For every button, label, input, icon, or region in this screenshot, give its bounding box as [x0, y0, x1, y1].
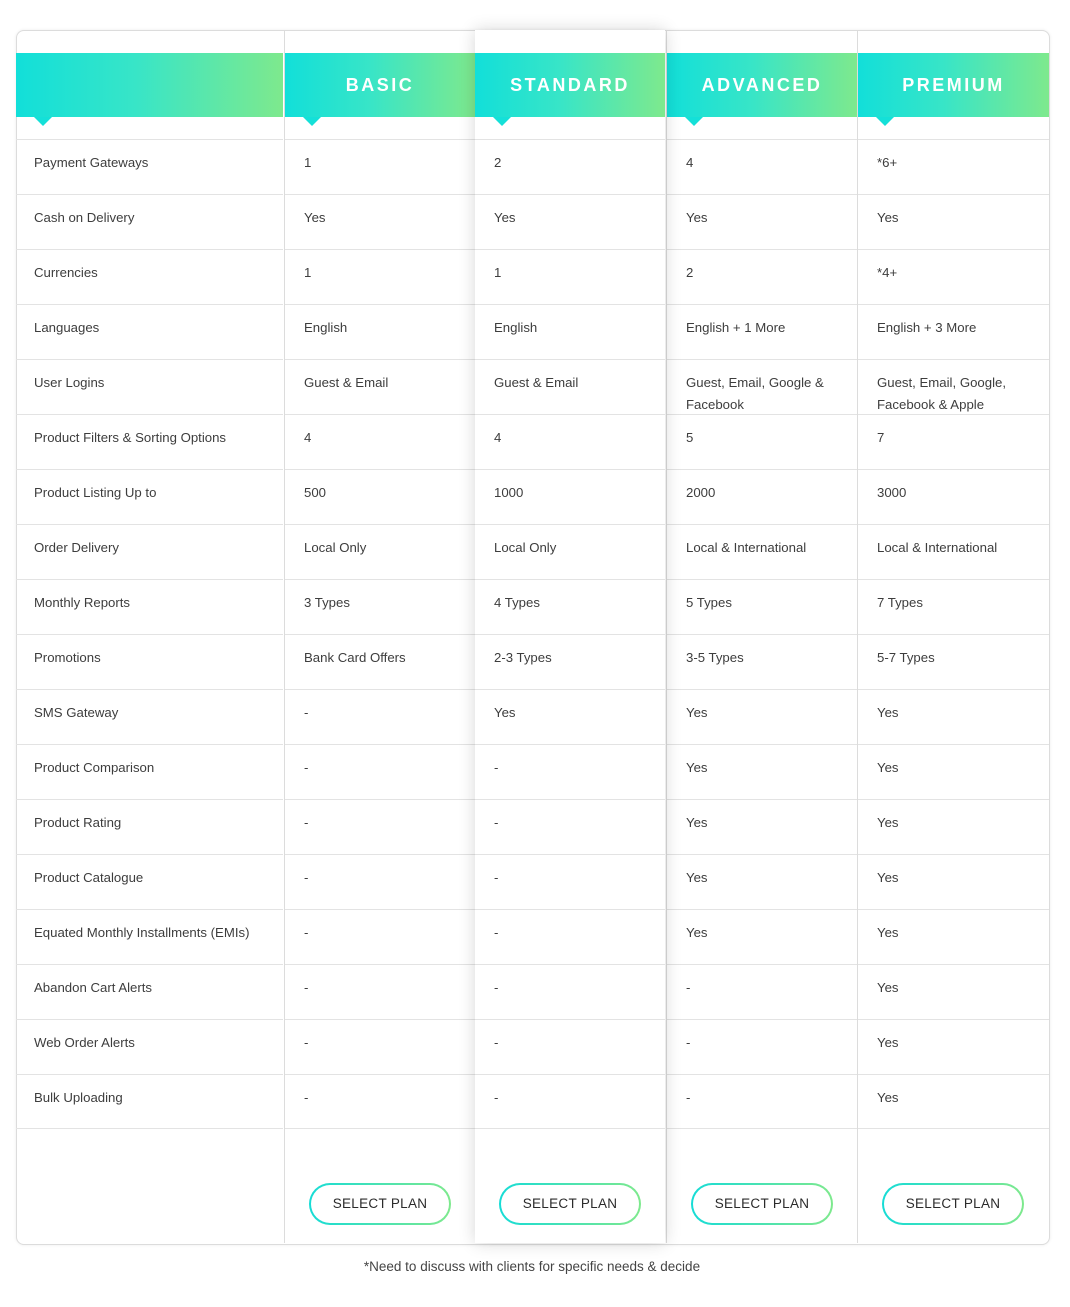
header-notch: [685, 117, 703, 126]
plan-value: Yes: [858, 689, 1049, 744]
plan-footer: [858, 1183, 1049, 1243]
plan-value: 1: [475, 249, 665, 304]
plan-value: Yes: [858, 194, 1049, 249]
plan-values-standard: [475, 139, 665, 1129]
plan-value: -: [285, 744, 475, 799]
plan-value: Local Only: [285, 524, 475, 579]
plan-value: -: [285, 964, 475, 1019]
header-notch: [493, 117, 511, 126]
plan-header-basic: [285, 53, 475, 117]
plan-value: -: [667, 1074, 857, 1129]
feature-label: Bulk Uploading: [16, 1074, 283, 1129]
plan-title: STANDARD: [510, 75, 630, 95]
feature-label: Currencies: [16, 249, 283, 304]
plan-value: 5-7 Types: [858, 634, 1049, 689]
plan-value: 3-5 Types: [667, 634, 857, 689]
feature-label-column: [16, 30, 283, 1243]
plan-value: 7: [858, 414, 1049, 469]
plan-header-advanced: [667, 53, 857, 117]
plan-value: -: [475, 1019, 665, 1074]
plan-value: -: [475, 964, 665, 1019]
feature-label: Product Catalogue: [16, 854, 283, 909]
feature-list: [16, 139, 283, 1129]
footnote: *Need to discuss with clients for specific needs & decide: [363, 1259, 701, 1274]
plan-value: Local Only: [475, 524, 665, 579]
plan-value: Guest, Email, Google, Facebook & Apple: [858, 359, 1049, 414]
plan-value: Yes: [667, 744, 857, 799]
feature-label: SMS Gateway: [16, 689, 283, 744]
feature-label: Web Order Alerts: [16, 1019, 283, 1074]
plan-value: Yes: [858, 1019, 1049, 1074]
feature-label: Product Comparison: [16, 744, 283, 799]
plan-value: -: [667, 964, 857, 1019]
plan-value: Yes: [667, 854, 857, 909]
label-header-band: [16, 53, 283, 117]
plan-value: Bank Card Offers: [285, 634, 475, 689]
plan-value: 2: [667, 249, 857, 304]
plan-value: 5: [667, 414, 857, 469]
feature-label: Payment Gateways: [16, 139, 283, 194]
plan-footer: [475, 1183, 665, 1243]
plan-value: English: [475, 304, 665, 359]
header-notch: [876, 117, 894, 126]
plan-value: Yes: [285, 194, 475, 249]
plan-value: 4: [667, 139, 857, 194]
feature-label: Product Listing Up to: [16, 469, 283, 524]
plan-value: Guest, Email, Google & Facebook: [667, 359, 857, 414]
plan-value: Yes: [858, 964, 1049, 1019]
plan-value: Yes: [667, 799, 857, 854]
plan-value: -: [475, 799, 665, 854]
plan-value: Yes: [858, 854, 1049, 909]
plan-footer: [667, 1183, 857, 1243]
plan-value: Yes: [858, 744, 1049, 799]
plan-value: 1: [285, 249, 475, 304]
plan-value: -: [285, 689, 475, 744]
plan-value: -: [285, 1074, 475, 1129]
plan-value: *6+: [858, 139, 1049, 194]
plan-value: 7 Types: [858, 579, 1049, 634]
plan-value: English: [285, 304, 475, 359]
select-plan-button-basic[interactable]: SELECT PLAN: [309, 1183, 451, 1225]
feature-label: Order Delivery: [16, 524, 283, 579]
plan-values-basic: [285, 139, 475, 1129]
feature-label: Monthly Reports: [16, 579, 283, 634]
plan-footer: [285, 1183, 475, 1243]
plan-value: -: [475, 1074, 665, 1129]
plan-value: Guest & Email: [475, 359, 665, 414]
plan-value: 5 Types: [667, 579, 857, 634]
plan-value: Yes: [858, 1074, 1049, 1129]
plan-value: 3000: [858, 469, 1049, 524]
plan-value: Yes: [475, 689, 665, 744]
plan-value: Yes: [667, 689, 857, 744]
plan-header-premium: [858, 53, 1049, 117]
plan-value: Local & International: [858, 524, 1049, 579]
plan-value: 2000: [667, 469, 857, 524]
header-notch: [303, 117, 321, 126]
plan-value: Yes: [475, 194, 665, 249]
plan-value: 1000: [475, 469, 665, 524]
plan-value: -: [285, 1019, 475, 1074]
select-plan-button-advanced[interactable]: SELECT PLAN: [691, 1183, 833, 1225]
plan-value: 3 Types: [285, 579, 475, 634]
plan-column-basic: [284, 30, 475, 1243]
feature-label: Product Filters & Sorting Options: [16, 414, 283, 469]
plan-value: English + 1 More: [667, 304, 857, 359]
plan-value: English + 3 More: [858, 304, 1049, 359]
plan-value: 500: [285, 469, 475, 524]
plan-value: -: [667, 1019, 857, 1074]
plan-value: -: [475, 744, 665, 799]
plan-value: 4: [285, 414, 475, 469]
plan-values-premium: [858, 139, 1049, 1129]
plan-title: BASIC: [345, 75, 415, 95]
plan-value: -: [285, 909, 475, 964]
plan-value: Local & International: [667, 524, 857, 579]
plan-value: 4 Types: [475, 579, 665, 634]
select-plan-button-premium[interactable]: SELECT PLAN: [882, 1183, 1024, 1225]
feature-label: Product Rating: [16, 799, 283, 854]
plan-value: -: [475, 909, 665, 964]
plan-value: -: [285, 799, 475, 854]
select-plan-button-standard[interactable]: SELECT PLAN: [499, 1183, 641, 1225]
plan-title: ADVANCED: [701, 75, 823, 95]
header-notch: [34, 117, 52, 126]
feature-label: User Logins: [16, 359, 283, 414]
plan-value: 2-3 Types: [475, 634, 665, 689]
plan-value: Yes: [858, 799, 1049, 854]
plan-header-standard: [475, 53, 665, 117]
plan-values-advanced: [667, 139, 857, 1129]
feature-label: Equated Monthly Installments (EMIs): [16, 909, 283, 964]
plan-value: -: [475, 854, 665, 909]
plan-column-premium: [857, 30, 1049, 1243]
plan-value: 2: [475, 139, 665, 194]
plan-column-standard: [475, 30, 665, 1243]
plan-value: *4+: [858, 249, 1049, 304]
plan-value: Yes: [858, 909, 1049, 964]
plan-column-advanced: [666, 30, 857, 1243]
plan-value: 1: [285, 139, 475, 194]
plan-value: Guest & Email: [285, 359, 475, 414]
feature-label: Languages: [16, 304, 283, 359]
plan-value: 4: [475, 414, 665, 469]
plan-value: -: [285, 854, 475, 909]
plan-value: Yes: [667, 909, 857, 964]
feature-label: Cash on Delivery: [16, 194, 283, 249]
plan-title: PREMIUM: [902, 75, 1005, 95]
plan-value: Yes: [667, 194, 857, 249]
feature-label: Promotions: [16, 634, 283, 689]
feature-label: Abandon Cart Alerts: [16, 964, 283, 1019]
